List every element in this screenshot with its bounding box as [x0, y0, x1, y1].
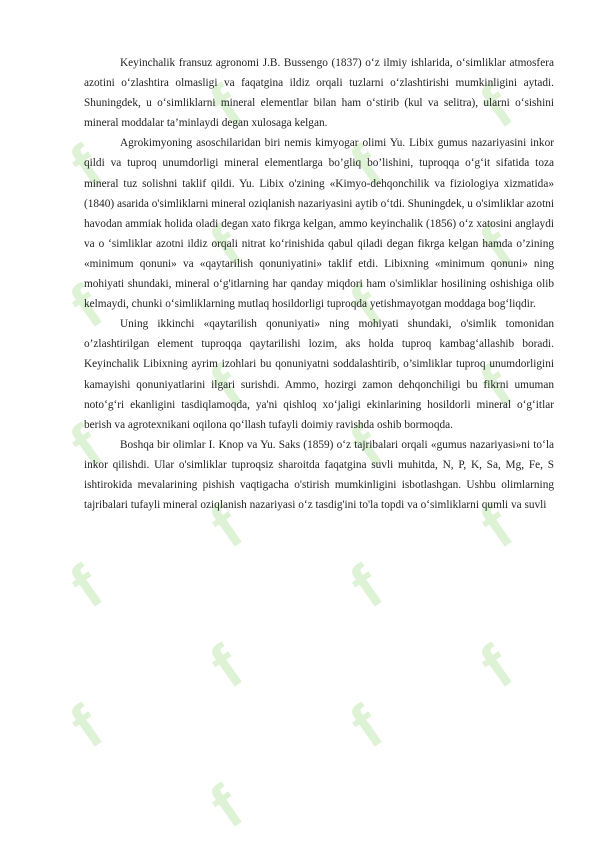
svg-text:f: f [338, 553, 395, 622]
svg-text:f: f [468, 353, 525, 422]
svg-text:f: f [198, 213, 255, 282]
svg-text:f: f [468, 633, 525, 702]
svg-text:f: f [58, 273, 115, 342]
svg-text:f: f [468, 73, 525, 142]
svg-text:f: f [468, 213, 525, 282]
svg-text:f: f [338, 273, 395, 342]
svg-text:f: f [338, 693, 395, 762]
svg-text:f: f [58, 133, 115, 202]
paragraph-knop-saks: Boshqa bir olimlar I. Knop va Yu. Saks (1859) o‘z tajribalari orqali «gumus nazariyasi»ni to‘la inkor qilishdi. Ular o'simliklar tuproqsiz sharoitda faqatgina suvli muhitda, N, P, K, Sa, Mg, Fe, S ishtirokida mevalarining pishish vaqtigacha o'stirish mumkinligini isbotlashgan. Ushbu olimlarning tajribalari tufayli mineral oziqlanish nazariyasi o‘z tasdig'ini to'la topdi va o‘simliklarni qumli va suvli [84, 438, 554, 512]
paragraph-libix: Agrokimyoning asoschilaridan biri nemis kimyogar olimi Yu. Libix gumus nazariyasini inkor qildi va tuproq unumdorligi mineral elementlarga bo’gliq bo’lishini, tuproqqa o‘g‘it sifatida toza mineral tuz solishni taklif qildi. Yu. Libix o'zining «Kimyo-dehqonchilik va fiziologiya xizmatida» (1840) asarida o'simliklarni mineral oziqlanish nazariyasini aytib o‘tdi. Shuningdek, u o'simliklar azotni havodan ammiak holida oladi degan xato fikrga kelgan, ammo keyinchalik (1856) o‘z xatosini anglaydi va o ‘simliklar azotni ildiz orqali nitrat ko‘rinishida qabul qiladi degan fikrga kelgan hamda o’zining «minimum qonuni» va «qaytarilish qonuniyatini» taklif etdi. Libixning «minimum qonuni» ning mohiyati shundaki, mineral o‘g'itlarning har qanday miqdori ham o'simliklar hosilining oshishiga olib kelmaydi, chunki o‘simliklarning mutlaq hosildorligi tuproqda yetishmayotgan moddaga bog‘liqdir. [84, 137, 554, 311]
paragraph-return-law: Uning ikkinchi «qaytarilish qonuniyati» ning mohiyati shundaki, o'simlik tomonidan o’zlashtirilgan element tuproqqa qaytarilishi lozim, aks holda tuproq kambag‘allashib boradi. Keyinchalik Libixning ayrim izohlari bu qonuniyatni soddalashtirib, o’simliklar tuproq unumdorligini kamayishi qonuniyatlarini ilgari surishdi. Ammo, hozirgi zamon dehqonchiligi bu fikrni umuman noto‘g‘ri ekanligini tasdiqlamoqda, ya'ni qishloq xo‘jaligi ekinlarining hosildorli mineral o‘g‘itlar berish va agrotexnikani oqilona qo‘llash tufayli doimiy ravishda oshib bormoqda. [84, 318, 554, 431]
document-body [84, 53, 554, 515]
svg-text:f: f [468, 493, 525, 562]
svg-text:f: f [198, 73, 255, 142]
svg-text:f: f [338, 133, 395, 202]
svg-text:f: f [198, 493, 255, 562]
svg-text:f: f [338, 413, 395, 482]
svg-text:f: f [198, 773, 255, 842]
svg-text:f: f [58, 413, 115, 482]
svg-text:f: f [58, 553, 115, 622]
svg-text:f: f [58, 693, 115, 762]
svg-text:f: f [198, 633, 255, 702]
svg-text:f: f [198, 353, 255, 422]
paragraph-bussengo: Keyinchalik fransuz agronomi J.B. Bussengo (1837) o‘z ilmiy ishlarida, o‘simliklar atmosfera azotini o‘zlashtira olmasligi va faqatgina ildiz orqali tuzlarni o‘zlashtirishi mumkinligini aytadi. Shuningdek, u o‘simliklarni mineral elementlar bilan ham o‘stirib (kul va selitra), ularni o‘sishini mineral moddalar ta’minlaydi degan xulosaga kelgan. [84, 57, 554, 130]
